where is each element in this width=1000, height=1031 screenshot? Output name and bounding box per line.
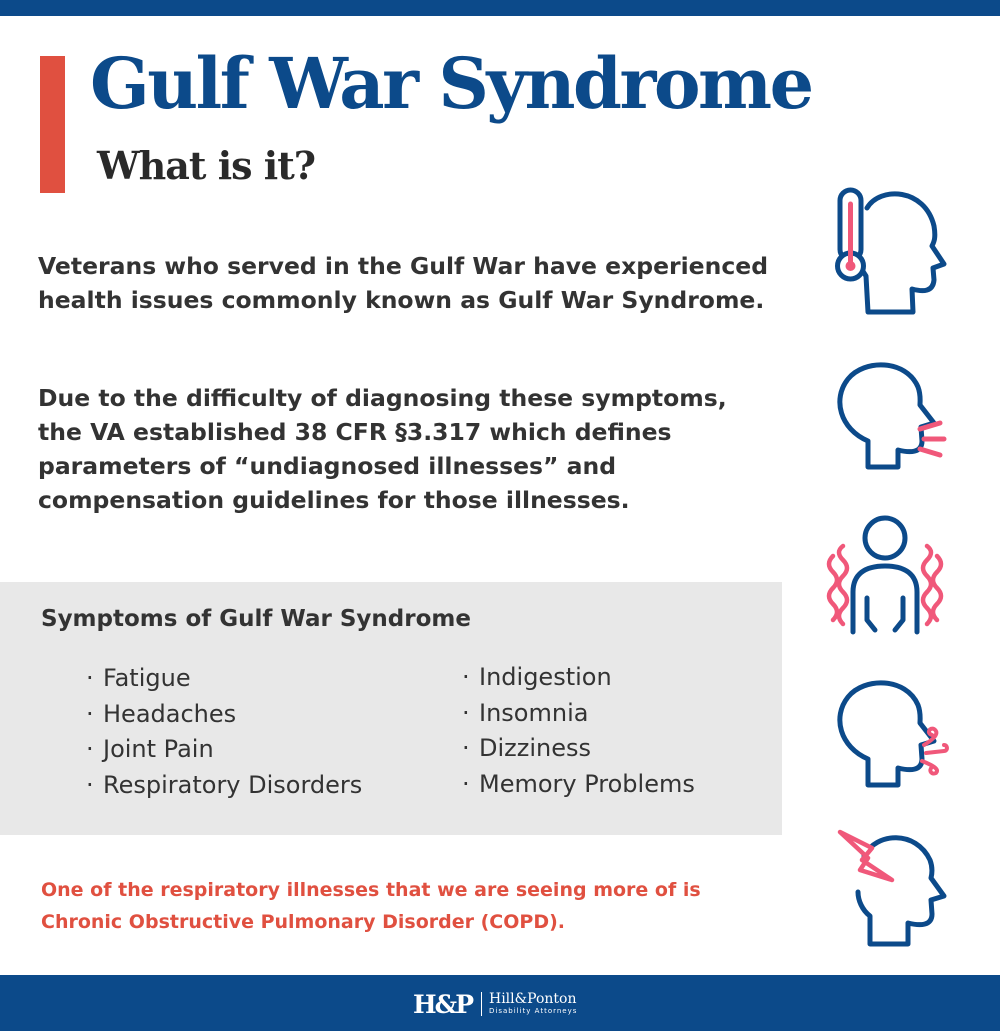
symptoms-list-left	[86, 661, 362, 803]
symptom-label: Fatigue	[103, 664, 191, 692]
symptom-item	[86, 732, 362, 768]
symptom-label: Memory Problems	[479, 769, 695, 798]
logo-text	[489, 992, 577, 1016]
intro-paragraph-2: Due to the difficulty of diagnosing these symptoms, the VA established 38 CFR §3.317 which defines parameters of “undiagnosed illnesses” and compensation guidelines for those illnesses.	[38, 384, 727, 514]
bullet-icon: ·	[86, 770, 94, 799]
symptom-item	[86, 661, 362, 697]
logo-mark: H&P	[413, 989, 472, 1019]
symptom-item	[86, 697, 362, 733]
symptom-item	[462, 696, 695, 732]
bullet-icon: ·	[462, 663, 470, 691]
symptom-item	[462, 660, 695, 696]
bullet-icon: ·	[462, 769, 470, 798]
body-ache-icon	[815, 512, 955, 642]
bullet-icon: ·	[86, 699, 94, 728]
bullet-icon: ·	[86, 664, 94, 692]
logo-name: Hill&Ponton	[489, 991, 577, 1007]
logo-divider	[481, 992, 482, 1016]
symptom-item	[462, 767, 695, 803]
shortness-of-breath-icon	[820, 673, 950, 798]
hill-ponton-logo	[413, 990, 577, 1018]
symptom-label: Respiratory Disorders	[103, 770, 363, 799]
bullet-icon: ·	[86, 735, 94, 763]
bullet-icon: ·	[462, 734, 470, 762]
symptom-label: Insomnia	[479, 698, 589, 727]
page-title: Gulf War Syndrome	[90, 42, 812, 125]
symptom-label: Dizziness	[479, 734, 591, 762]
symptoms-list-right	[462, 660, 695, 802]
copd-callout: One of the respiratory illnesses that we are seeing more of is Chronic Obstructive Pulmonary Disorder (COPD).	[41, 879, 701, 933]
cough-head-icon	[820, 355, 950, 480]
symptom-label: Headaches	[103, 699, 237, 728]
title-accent-bar	[40, 56, 65, 193]
fever-head-icon	[820, 180, 950, 320]
top-bar	[0, 0, 1000, 16]
symptom-item	[462, 731, 695, 767]
intro-paragraph-1: Veterans who served in the Gulf War have experienced health issues commonly known as Gulf War Syndrome.	[38, 252, 769, 314]
bullet-icon: ·	[462, 698, 470, 727]
logo-tagline: Disability Attorneys	[489, 1007, 578, 1015]
symptoms-heading: Symptoms of Gulf War Syndrome	[41, 606, 471, 632]
headache-icon	[820, 820, 950, 950]
symptom-item	[86, 768, 362, 804]
symptom-label: Indigestion	[479, 663, 612, 691]
symptom-label: Joint Pain	[103, 735, 214, 763]
page-subtitle: What is it?	[97, 143, 316, 188]
